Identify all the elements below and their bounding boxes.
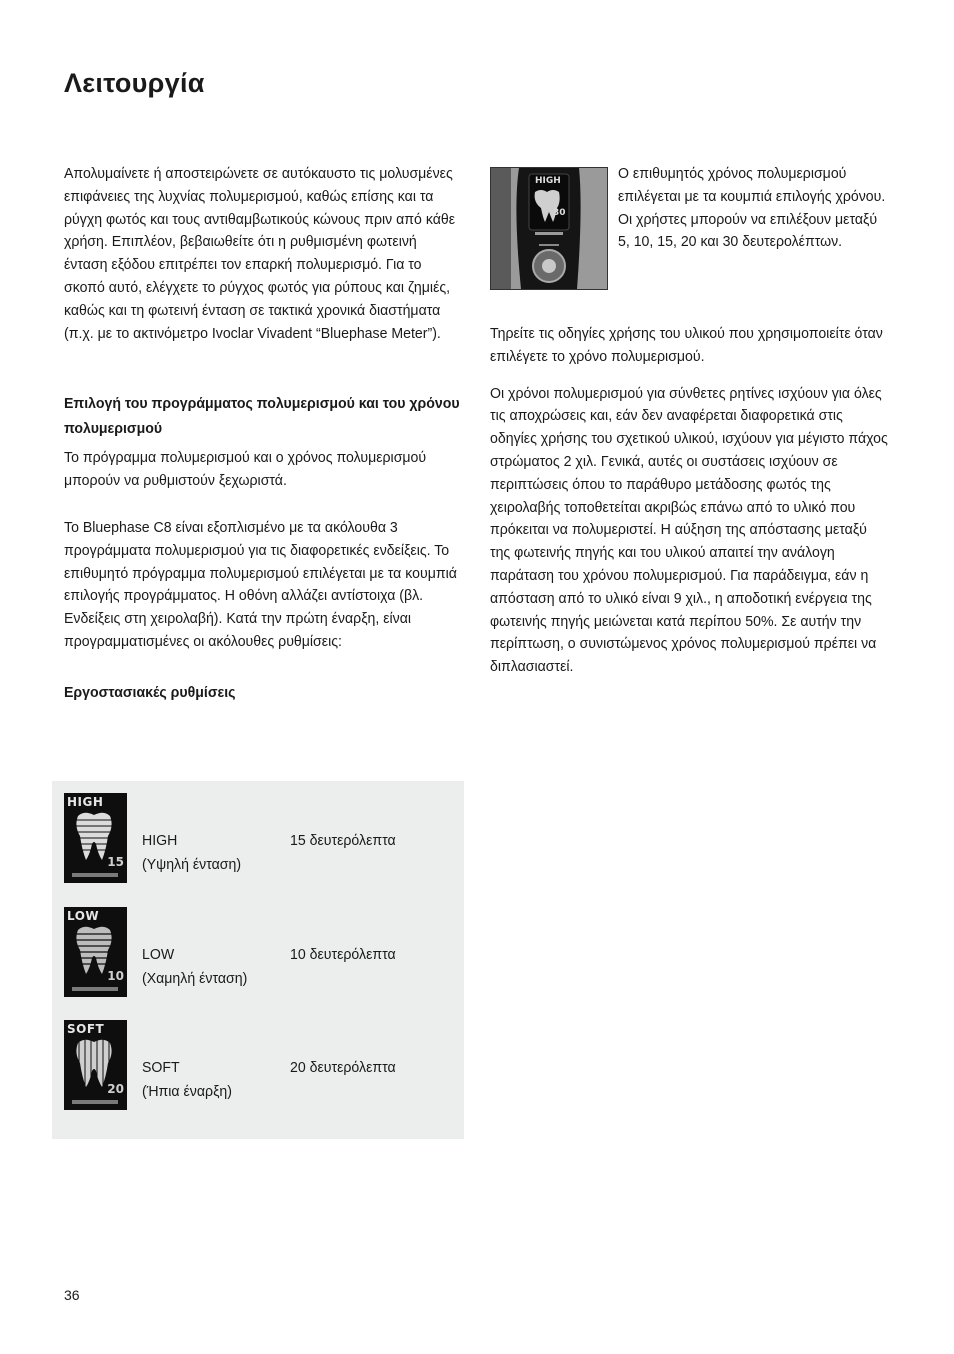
setting-time: 20 δευτερόλεπτα [290,1059,396,1076]
intro-paragraph: Απολυμαίνετε ή αποστειρώνετε σε αυτόκαυστο τις μολυσμένες επιφάνειες της λυχνίας πολυμερισμού, καθώς επίσης και τα ρύγχη φωτός και τους αντιθαμβωτικούς κώνους πριν από κάθε χρήση. Επιπλέον, βεβαιωθείτε ότι η ρυθμισμένη φωτεινή ένταση εξόδου επιτρέπει τον επαρκή πολυμερισμό. Για το σκοπό αυτό, ελέγχετε το ρύγχος φωτός για ρύπους και ζημιές, καθώς και τη φωτεινή ένταση σε τακτικά χρονικά διαστήματα (π.χ. με το ακτινόμετρο Ivoclar Vivadent “Bluephase Meter”). [64,165,456,342]
setting-name: LOW (Χαμηλή ένταση) [142,946,248,987]
left-column [64,163,464,705]
right-paragraph-2: Τηρείτε τις οδηγίες χρήσης του υλικού που χρησιμοποιείτε όταν επιλέγετε το χρόνο πολυμερισμού. [490,325,883,365]
setting-row-low [64,907,454,999]
handpiece-time-display-image: HIGH 30 [490,167,608,290]
page-number: 36 [64,1287,80,1303]
high-program-display-image: HIGH 15 [64,793,127,883]
setting-name: SOFT (Ήπια έναρξη) [142,1059,232,1100]
low-program-display-image: LOW 10 [64,907,127,997]
setting-row-high [64,793,454,885]
soft-program-display-image: SOFT 20 [64,1020,127,1110]
device-paragraph: Ο επιθυμητός χρόνος πολυμερισμού επιλέγεται με τα κουμπιά επιλογής χρόνου. Οι χρήστες μπορούν να επιλέξουν μεταξύ 5, 10, 15, 20 και 30 δευτερολέπτων. [618,165,886,251]
section-heading: Επιλογή του προγράμματος πολυμερισμού και του χρόνου πολυμερισμού [64,395,460,438]
factory-settings-box [52,781,464,1139]
setting-name: HIGH (Υψηλή ένταση) [142,832,242,873]
page-title: Λειτουργία [64,68,205,98]
factory-settings-heading: Εργοστασιακές ρυθμίσεις [64,683,236,701]
right-paragraph-3: Οι χρόνοι πολυμερισμού για σύνθετες ρητίνες ισχύουν για όλες τις αποχρώσεις και, εάν δεν αναφέρεται διαφορετικά στις οδηγίες χρήσης του σχετικού υλικού, ισχύουν για μέγιστο πάχος στρώματος 2 χιλ. Γενικά, αυτές οι συστάσεις ισχύουν σε περιπτώσεις όπου το παράθυρο μετάδοσης φωτός της χειρολαβής τοποθετείται ακριβώς επάνω από το υλικό που πρόκειται να πολυμεριστεί. Η αύξηση της απόστασης μεταξύ της φωτεινής πηγής και του υλικού απαιτεί την ανάλογη παράταση του χρόνου πολυμερισμού. Για παράδειγμα, εάν η απόσταση από το υλικό είναι 9 χιλ., η αποδοτική ενέργεια της φωτεινής πηγής μειώνεται κατά περίπου 50%. Σε αυτήν την περίπτωση, ο συνιστώμενος χρόνος πολυμερισμού πρέπει να διπλασιαστεί. [490,384,888,676]
setting-row-soft [64,1020,454,1112]
right-column [490,163,890,679]
section-paragraph-2: Το Bluephase C8 είναι εξοπλισμένο με τα ακόλουθα 3 προγράμματα πολυμερισμού για τις διαφορετικές ενδείξεις. Το επιθυμητό πρόγραμμα πολυμερισμού επιλέγεται με τα κουμπιά επιλογής προγράμματος. Η οθόνη αλλάζει αντίστοιχα (βλ. Ενδείξεις στη χειρολαβή). Κατά την πρώτη έναρξη, είναι προγραμματισμένες οι ακόλουθες ρυθμίσεις: [64,518,457,650]
setting-time: 10 δευτερόλεπτα [290,946,396,963]
section-paragraph-1: Το πρόγραμμα πολυμερισμού και ο χρόνος πολυμερισμού μπορούν να ρυθμιστούν ξεχωριστά. [64,449,427,490]
handpiece-icon [491,168,607,289]
setting-time: 15 δευτερόλεπτα [290,832,396,849]
